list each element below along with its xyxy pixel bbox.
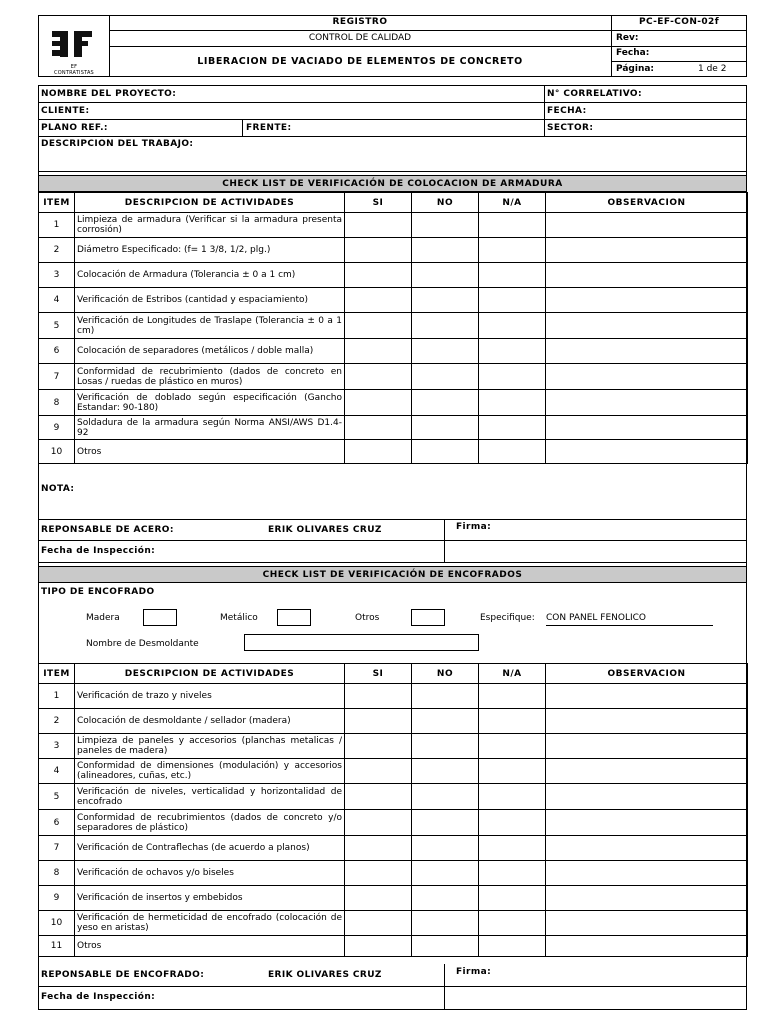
col-line [444, 519, 445, 562]
activity-description: Verificación de ochavos y/o biseles [75, 861, 345, 886]
activity-description: Otros [75, 440, 345, 464]
row-line [38, 519, 747, 520]
no-cell[interactable] [412, 288, 479, 313]
si-cell[interactable] [345, 684, 412, 709]
observacion-cell[interactable] [546, 213, 748, 238]
si-cell[interactable] [345, 440, 412, 464]
correlativo-label: N° CORRELATIVO: [547, 89, 642, 99]
responsable-encofrado-name: ERIK OLIVARES CRUZ [268, 970, 382, 980]
col-line [242, 119, 243, 136]
fecha-header-label: Fecha: [616, 48, 650, 58]
header-divider [611, 46, 747, 47]
logo-text: EF CONTRATISTAS [54, 64, 94, 76]
si-cell[interactable] [345, 263, 412, 288]
na-cell[interactable] [479, 911, 546, 936]
table-row [39, 784, 748, 810]
item-number: 5 [39, 313, 75, 339]
no-cell[interactable] [412, 364, 479, 390]
pagina-value: 1 de 2 [698, 64, 727, 74]
responsable-encofrado-label: REPONSABLE DE ENCOFRADO: [41, 970, 205, 980]
observacion-cell[interactable] [546, 734, 748, 759]
na-cell[interactable] [479, 390, 546, 416]
table-row [39, 440, 748, 464]
activity-description: Verificación de Estribos (cantidad y espaciamiento) [75, 288, 345, 313]
si-cell[interactable] [345, 313, 412, 339]
responsable-acero-label: REPONSABLE DE ACERO: [41, 525, 174, 535]
item-number: 3 [39, 263, 75, 288]
item-number: 2 [39, 238, 75, 263]
col-descripcion: DESCRIPCION DE ACTIVIDADES [75, 193, 345, 213]
no-cell[interactable] [412, 810, 479, 836]
observacion-cell[interactable] [546, 263, 748, 288]
encofrado-section-title: CHECK LIST DE VERIFICACIÓN DE ENCOFRADOS [38, 566, 747, 583]
observacion-cell[interactable] [546, 440, 748, 464]
activity-description: Limpieza de paneles y accesorios (planchas metalicas / paneles de madera) [75, 734, 345, 759]
item-number: 4 [39, 288, 75, 313]
col-line [444, 964, 445, 1010]
nota-label: NOTA: [41, 484, 75, 494]
item-number: 10 [39, 440, 75, 464]
table-row [39, 734, 748, 759]
activity-description: Colocación de Armadura (Tolerancia ± 0 a 1 cm) [75, 263, 345, 288]
activity-description: Colocación de desmoldante / sellador (madera) [75, 709, 345, 734]
si-cell[interactable] [345, 238, 412, 263]
rev-label: Rev: [616, 33, 639, 43]
registro-label: REGISTRO [332, 17, 388, 27]
nombre-proyecto-label: NOMBRE DEL PROYECTO: [41, 89, 177, 99]
table-row [39, 288, 748, 313]
no-cell[interactable] [412, 936, 479, 957]
activity-description: Verificación de niveles, verticalidad y horizontalidad de encofrado [75, 784, 345, 810]
si-cell[interactable] [345, 861, 412, 886]
table-row [39, 886, 748, 911]
na-cell[interactable] [479, 886, 546, 911]
metalico-label: Metálico [220, 613, 258, 623]
table-row [39, 861, 748, 886]
col-si: SI [345, 664, 412, 684]
table-row [39, 911, 748, 936]
table-row [39, 313, 748, 339]
activity-description: Verificación de Longitudes de Traslape (Tolerancia ± 0 a 1 cm) [75, 313, 345, 339]
no-cell[interactable] [412, 313, 479, 339]
si-cell[interactable] [345, 390, 412, 416]
si-cell[interactable] [345, 836, 412, 861]
observacion-cell[interactable] [546, 238, 748, 263]
armadura-rows [39, 213, 748, 464]
firma-acero-label: Firma: [456, 522, 492, 532]
observacion-cell[interactable] [546, 709, 748, 734]
item-number: 6 [39, 339, 75, 364]
observacion-cell[interactable] [546, 684, 748, 709]
otros-label: Otros [355, 613, 380, 623]
sector-label: SECTOR: [547, 123, 594, 133]
observacion-cell[interactable] [546, 936, 748, 957]
col-item: ITEM [39, 664, 75, 684]
na-cell[interactable] [479, 684, 546, 709]
col-na: N/A [479, 664, 546, 684]
activity-description: Diámetro Especificado: (f= 1 3/8, 1/2, plg.) [75, 238, 345, 263]
control-calidad-label: CONTROL DE CALIDAD [308, 33, 412, 43]
table-row [39, 836, 748, 861]
observacion-cell[interactable] [546, 288, 748, 313]
observacion-cell[interactable] [546, 810, 748, 836]
na-cell[interactable] [479, 734, 546, 759]
header-divider [611, 61, 747, 62]
na-cell[interactable] [479, 759, 546, 784]
na-cell[interactable] [479, 836, 546, 861]
activity-description: Verificación de insertos y embebidos [75, 886, 345, 911]
table-row [39, 364, 748, 390]
row-line [38, 540, 747, 541]
table-row [39, 390, 748, 416]
item-number: 6 [39, 810, 75, 836]
item-number: 9 [39, 886, 75, 911]
no-cell[interactable] [412, 684, 479, 709]
no-cell[interactable] [412, 440, 479, 464]
table-row [39, 263, 748, 288]
document-title: LIBERACION DE VACIADO DE ELEMENTOS DE CONCRETO [197, 56, 523, 67]
activity-description: Limpieza de armadura (Verificar si la armadura presenta corrosión) [75, 213, 345, 238]
item-number: 4 [39, 759, 75, 784]
no-cell[interactable] [412, 390, 479, 416]
col-si: SI [345, 193, 412, 213]
encofrado-rows [39, 684, 748, 957]
col-no: NO [412, 664, 479, 684]
item-number: 2 [39, 709, 75, 734]
plano-label: PLANO REF.: [41, 123, 108, 133]
item-number: 8 [39, 861, 75, 886]
si-cell[interactable] [345, 911, 412, 936]
row-line [38, 986, 747, 987]
activity-description: Conformidad de recubrimientos (dados de concreto y/o separadores de plástico) [75, 810, 345, 836]
si-cell[interactable] [345, 886, 412, 911]
si-cell[interactable] [345, 364, 412, 390]
na-cell[interactable] [479, 313, 546, 339]
no-cell[interactable] [412, 416, 479, 440]
table-row [39, 759, 748, 784]
pagina-label: Página: [616, 64, 655, 74]
observacion-cell[interactable] [546, 784, 748, 810]
tipo-encofrado-label: TIPO DE ENCOFRADO [41, 587, 155, 597]
desmoldante-label: Nombre de Desmoldante [86, 639, 199, 649]
item-number: 1 [39, 684, 75, 709]
especifique-value[interactable]: CON PANEL FENOLICO [546, 613, 713, 626]
observacion-cell[interactable] [546, 339, 748, 364]
si-cell[interactable] [345, 416, 412, 440]
na-cell[interactable] [479, 263, 546, 288]
armadura-section-title: CHECK LIST DE VERIFICACIÓN DE COLOCACION DE ARMADURA [38, 175, 747, 192]
company-logo [52, 28, 96, 76]
si-cell[interactable] [345, 734, 412, 759]
item-number: 11 [39, 936, 75, 957]
activity-description: Verificación de Contraflechas (de acuerdo a planos) [75, 836, 345, 861]
no-cell[interactable] [412, 238, 479, 263]
observacion-cell[interactable] [546, 390, 748, 416]
table-row [39, 936, 748, 957]
na-cell[interactable] [479, 288, 546, 313]
no-cell[interactable] [412, 836, 479, 861]
fecha-label: FECHA: [547, 106, 587, 116]
activity-description: Soldadura de la armadura según Norma ANSI/AWS D1.4-92 [75, 416, 345, 440]
item-number: 8 [39, 390, 75, 416]
na-cell[interactable] [479, 784, 546, 810]
si-cell[interactable] [345, 759, 412, 784]
observacion-cell[interactable] [546, 416, 748, 440]
no-cell[interactable] [412, 784, 479, 810]
activity-description: Colocación de separadores (metálicos / doble malla) [75, 339, 345, 364]
na-cell[interactable] [479, 416, 546, 440]
frente-label: FRENTE: [246, 123, 292, 133]
na-cell[interactable] [479, 709, 546, 734]
fecha-inspeccion-encofrado-label: Fecha de Inspección: [41, 992, 156, 1002]
si-cell[interactable] [345, 936, 412, 957]
metalico-checkbox[interactable] [277, 609, 311, 626]
table-header [39, 193, 748, 213]
observacion-cell[interactable] [546, 861, 748, 886]
no-cell[interactable] [412, 263, 479, 288]
col-line [544, 85, 545, 136]
activity-description: Conformidad de recubrimiento (dados de concreto en Losas / ruedas de plástico en muros) [75, 364, 345, 390]
row-line [38, 102, 747, 103]
firma-encofrado-label: Firma: [456, 967, 492, 977]
no-cell[interactable] [412, 886, 479, 911]
encofrado-checklist [38, 663, 748, 957]
si-cell[interactable] [345, 213, 412, 238]
no-cell[interactable] [412, 213, 479, 238]
col-observacion: OBSERVACION [546, 664, 748, 684]
no-cell[interactable] [412, 734, 479, 759]
activity-description: Verificación de doblado según especificación (Gancho Estandar: 90-180) [75, 390, 345, 416]
col-na: N/A [479, 193, 546, 213]
row-line [38, 136, 747, 137]
descripcion-trabajo-label: DESCRIPCION DEL TRABAJO: [41, 139, 194, 149]
table-header [39, 664, 748, 684]
table-row [39, 238, 748, 263]
table-row [39, 416, 748, 440]
row-line [38, 171, 747, 172]
no-cell[interactable] [412, 861, 479, 886]
col-no: NO [412, 193, 479, 213]
no-cell[interactable] [412, 339, 479, 364]
cliente-label: CLIENTE: [41, 106, 90, 116]
desmoldante-input[interactable] [244, 634, 479, 651]
observacion-cell[interactable] [546, 836, 748, 861]
activity-description: Verificación de trazo y niveles [75, 684, 345, 709]
si-cell[interactable] [345, 288, 412, 313]
col-observacion: OBSERVACION [546, 193, 748, 213]
logo-mark-icon [52, 28, 96, 60]
item-number: 7 [39, 364, 75, 390]
activity-description: Otros [75, 936, 345, 957]
table-row [39, 810, 748, 836]
table-row [39, 339, 748, 364]
na-cell[interactable] [479, 238, 546, 263]
header-divider [109, 46, 611, 47]
si-cell[interactable] [345, 339, 412, 364]
observacion-cell[interactable] [546, 313, 748, 339]
row-line [38, 562, 747, 563]
na-cell[interactable] [479, 810, 546, 836]
table-row [39, 213, 748, 238]
col-descripcion: DESCRIPCION DE ACTIVIDADES [75, 664, 345, 684]
item-number: 7 [39, 836, 75, 861]
col-item: ITEM [39, 193, 75, 213]
activity-description: Verificación de hermeticidad de encofrado (colocación de yeso en aristas) [75, 911, 345, 936]
otros-checkbox[interactable] [411, 609, 445, 626]
si-cell[interactable] [345, 709, 412, 734]
madera-label: Madera [86, 613, 120, 623]
si-cell[interactable] [345, 810, 412, 836]
observacion-cell[interactable] [546, 886, 748, 911]
item-number: 5 [39, 784, 75, 810]
madera-checkbox[interactable] [143, 609, 177, 626]
si-cell[interactable] [345, 784, 412, 810]
item-number: 3 [39, 734, 75, 759]
no-cell[interactable] [412, 709, 479, 734]
item-number: 9 [39, 416, 75, 440]
na-cell[interactable] [479, 936, 546, 957]
na-cell[interactable] [479, 440, 546, 464]
na-cell[interactable] [479, 861, 546, 886]
na-cell[interactable] [479, 364, 546, 390]
fecha-inspeccion-acero-label: Fecha de Inspección: [41, 546, 156, 556]
na-cell[interactable] [479, 339, 546, 364]
observacion-cell[interactable] [546, 911, 748, 936]
observacion-cell[interactable] [546, 759, 748, 784]
no-cell[interactable] [412, 911, 479, 936]
na-cell[interactable] [479, 213, 546, 238]
document-code: PC-EF-CON-02f [638, 17, 720, 27]
item-number: 1 [39, 213, 75, 238]
table-row [39, 684, 748, 709]
table-row [39, 709, 748, 734]
activity-description: Conformidad de dimensiones (modulación) y accesorios (alineadores, cuñas, etc.) [75, 759, 345, 784]
no-cell[interactable] [412, 759, 479, 784]
row-line [38, 119, 747, 120]
observacion-cell[interactable] [546, 364, 748, 390]
item-number: 10 [39, 911, 75, 936]
header-divider [109, 30, 747, 31]
armadura-checklist [38, 192, 748, 464]
responsable-acero-name: ERIK OLIVARES CRUZ [268, 525, 382, 535]
especifique-label: Especifique: [480, 613, 535, 623]
